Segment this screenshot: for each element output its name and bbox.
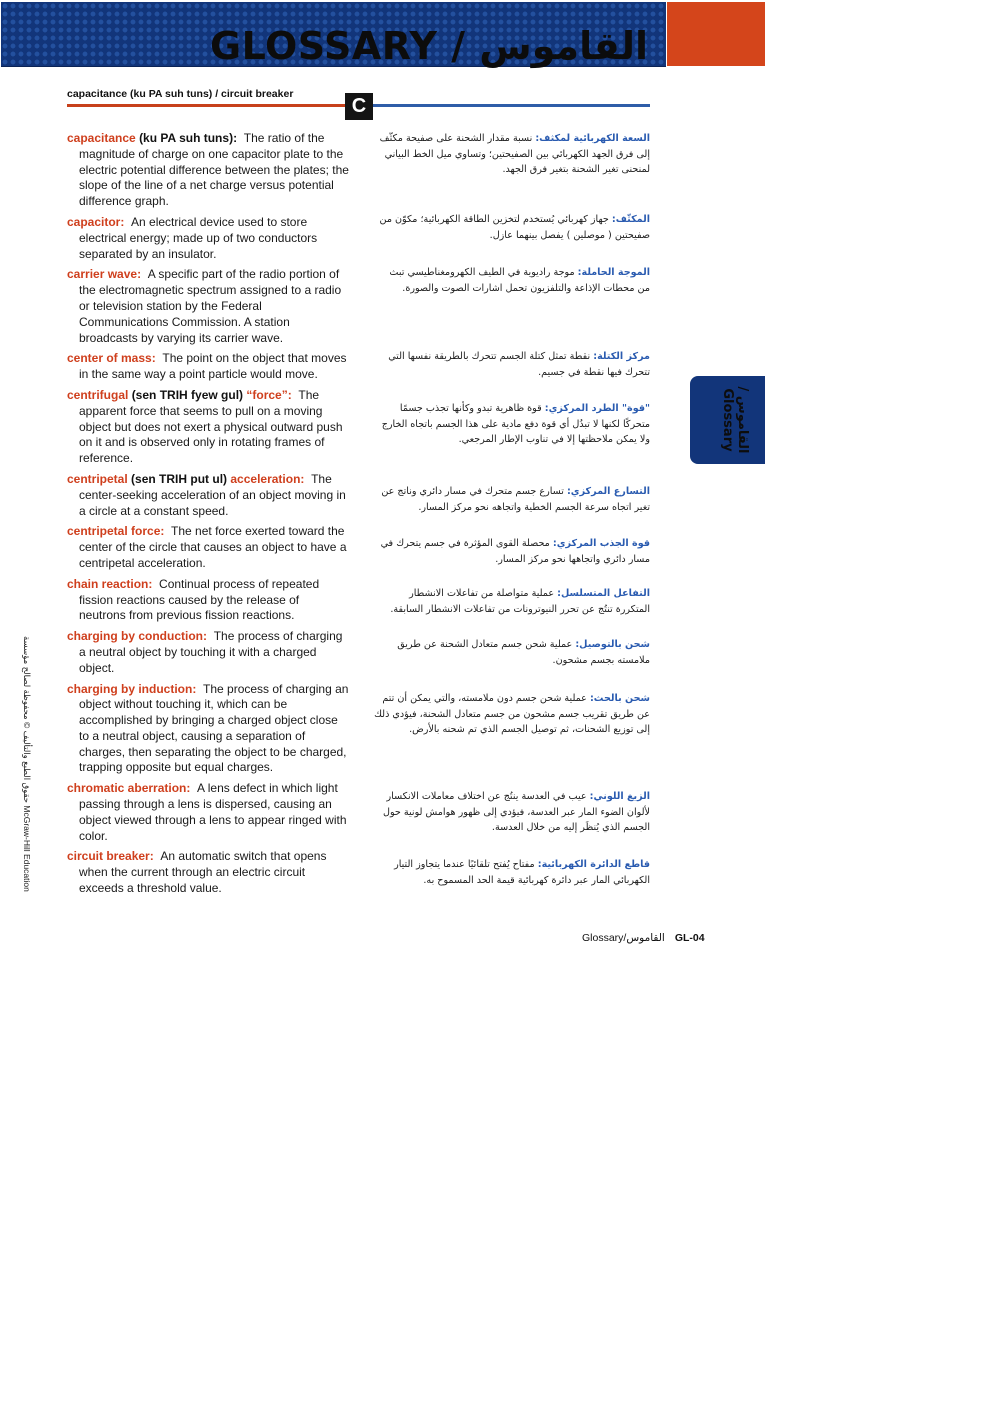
glossary-entry-circuit-breaker xyxy=(67,849,349,896)
entry-term: charging by induction xyxy=(67,681,193,696)
side-tab-label xyxy=(692,382,750,458)
entry-colon: : xyxy=(287,387,292,402)
entry-definition: The process of charging a neutral object by touching it with a charged object. xyxy=(79,629,343,675)
divider-left xyxy=(67,104,345,107)
divider-right xyxy=(373,104,650,107)
arabic-definition: عملية شحن جسم متعادل الشحنة عن طريق ملامسته بجسم مشحون. xyxy=(397,639,650,666)
arabic-definition: نسبة مقدار الشحنة على صفيحة مكثّف إلى فرق الجهد الكهربائي بين الصفيحتين؛ وتساوي ميل الخط البياني لمنحنى تغير الشحنة بتغير فرق الجهد. xyxy=(379,133,650,176)
entry-definition: The center-seeking acceleration of an object moving in a circle at a constant speed. xyxy=(79,471,346,518)
glossary-entry-charging-by-induction xyxy=(67,682,349,777)
glossary-entry-chain-reaction xyxy=(67,577,349,624)
arabic-definition: تسارع جسم متحرك في مسار دائري وناتج عن تغير اتجاه سرعة الجسم الخطية واتجاهه نحو مركز المسار. xyxy=(381,486,650,513)
entry-definition: The net force exerted toward the center of the circle that causes an object to have a centripetal acceleration. xyxy=(79,524,347,570)
arabic-term: الموجة الحاملة: xyxy=(577,267,650,278)
arabic-definition: عملية شحن جسم دون ملامسته، والتي يمكن أن تتم عن طريق تقريب جسم مشحون من جسم متعادل الشحنة، فيؤدي ذلك إلى توزيع الشحنات، ثم توصيل الجسم الذي تم شحنه بالأرض. xyxy=(374,693,650,736)
arabic-entry-centripetal-acceleration xyxy=(374,484,650,515)
arabic-definition: عيب في العدسة ينتُج عن اختلاف معاملات الانكسار لألوان الضوء المار عبر العدسة، فيؤدي إلى ظهور هوامش لونية حول الجسم الذي يُنظَر إليه من خلال العدسة. xyxy=(382,791,650,834)
entry-definition: The process of charging an object without touching it, which can be accomplished by bringing a charged object close to a neutral object, causing a separation of charges, then separating the object to be charged, trapping opposite but equal charges. xyxy=(79,681,349,775)
entry-definition: An automatic switch that opens when the current through an electric circuit exceeds a threshold value. xyxy=(79,849,327,896)
arabic-entry-chromatic-aberration xyxy=(374,789,650,836)
arabic-entry-carrier-wave xyxy=(374,265,650,296)
glossary-entry-capacitor xyxy=(67,215,349,262)
entry-term: charging by conduction xyxy=(67,629,204,644)
arabic-entry-chain-reaction xyxy=(374,586,650,617)
entry-colon: : xyxy=(192,681,197,696)
entry-term: centripetal xyxy=(67,471,128,486)
arabic-definition: قوة ظاهرية تبدو وكأنها تجذب جسمًا متحركًا لكنها لا تبذُل أي قوة دفع مادية على هذا الجسم باتجاه الخارج ولا يمكن ملاحظتها إلا في تناوب الإطار المرجعي. xyxy=(381,403,650,446)
glossary-side-tab xyxy=(690,376,765,464)
entry-definition: Continual process of repeated fission reactions caused by the release of neutrons from previous fission reactions. xyxy=(79,576,320,623)
entry-pronunciation: (sen TRIH fyew gul) xyxy=(131,387,244,402)
arabic-term: شحن بالتوصيل: xyxy=(575,639,650,650)
arabic-entry-charging-by-conduction xyxy=(374,637,650,668)
arabic-definition: نقطة تمثل كتلة الجسم تتحرك بالطريقة نفسها التي تتحرك فيها نقطة في جسيم. xyxy=(388,351,650,378)
entry-colon: : xyxy=(300,471,305,486)
arabic-term: قاطع الدائرة الكهربائية: xyxy=(537,859,650,870)
page-number: GL-04 xyxy=(674,932,705,944)
entry-definition: An electrical device used to store electrical energy; made up of two conductors separated by an insulator. xyxy=(79,214,318,261)
header-banner xyxy=(1,2,666,67)
arabic-definition: عملية متواصلة من تفاعلات الانشطار المتكررة تنتُج عن تحرر النيوترونات من تفاعلات الانشطار السابقة. xyxy=(390,588,650,615)
footer-label: Glossary/القاموس xyxy=(582,932,665,944)
running-head: capacitance (ku PA suh tuns) / circuit breaker xyxy=(67,88,294,100)
glossary-entry-carrier-wave xyxy=(67,267,349,346)
glossary-entry-centripetal-acceleration xyxy=(67,472,349,519)
arabic-entry-circuit-breaker xyxy=(374,857,650,888)
entry-colon: : xyxy=(186,781,191,796)
entry-term: carrier wave xyxy=(67,267,138,282)
glossary-entry-center-of-mass xyxy=(67,351,349,383)
glossary-entry-chromatic-aberration xyxy=(67,781,349,844)
entry-pronunciation: (ku PA suh tuns) xyxy=(139,131,234,145)
page-footer xyxy=(582,932,705,944)
entry-colon: : xyxy=(148,576,153,591)
arabic-term: مركز الكتلة: xyxy=(593,351,650,362)
entry-definition: The ratio of the magnitude of charge on one capacitor plate to the electric potential difference between the plates; the slope of the line of a net charge versus potential difference graph. xyxy=(79,131,349,209)
arabic-entry-capacitor xyxy=(374,212,650,243)
entry-term-suffix: acceleration xyxy=(230,471,301,486)
entry-colon: : xyxy=(149,849,154,864)
side-tab-line-english: Glossary xyxy=(720,388,735,452)
entry-definition: The apparent force that seems to pull on a moving object but does not exert a physical outward push on it and is observed only in rotating frames of reference. xyxy=(79,387,343,466)
arabic-entry-centripetal-force xyxy=(374,536,650,567)
entry-term: centripetal force xyxy=(67,524,161,539)
entry-colon: : xyxy=(120,214,125,229)
entry-definition: The point on the object that moves in the same way a point particle would move. xyxy=(79,351,347,382)
entry-term: circuit breaker xyxy=(67,849,150,864)
arabic-term: السعة الكهربائية لمكثف: xyxy=(535,133,650,144)
entry-definition: A lens defect in which light passing through a lens is dispersed, causing an object viewed through a lens to appear ringed with color. xyxy=(79,781,347,843)
arabic-term: التسارع المركزي: xyxy=(566,486,650,497)
glossary-entry-capacitance xyxy=(67,131,349,210)
entry-colon: : xyxy=(203,629,208,644)
entry-colon: : xyxy=(233,131,238,145)
arabic-definition: جهاز كهربائي يُستخدم لتخزين الطاقة الكهربائية؛ مكوّن من صفيحتين ( موصلين ) يفصل بينهما عازل. xyxy=(379,214,650,241)
entry-term: center of mass xyxy=(67,351,152,366)
glossary-entry-centrifugal-force xyxy=(67,388,349,467)
header-accent-block xyxy=(667,2,765,66)
entry-pronunciation: (sen TRIH put ul) xyxy=(131,471,228,486)
arabic-term: الزيغ اللوني: xyxy=(589,791,650,802)
arabic-term: التفاعل المتسلسل: xyxy=(557,588,650,599)
arabic-entry-charging-by-induction xyxy=(374,691,650,738)
entry-term-suffix: “force” xyxy=(246,387,288,402)
page-title: GLOSSARY / القاموس xyxy=(209,24,648,68)
entry-colon: : xyxy=(137,267,142,282)
section-letter: C xyxy=(345,93,373,120)
arabic-entry-centrifugal-force xyxy=(374,401,650,448)
arabic-definition: موجة راديوية في الطيف الكهرومغناطيسي تبث من محطات الإذاعة والتلفزيون تحمل اشارات الصوت والصورة. xyxy=(389,267,650,294)
entry-term: capacitance xyxy=(67,131,136,145)
entry-term: capacitor xyxy=(67,214,121,229)
arabic-term: "قوة" الطرد المركزي: xyxy=(544,403,650,414)
entry-colon: : xyxy=(160,524,165,539)
glossary-entry-charging-by-conduction xyxy=(67,629,349,676)
glossary-entry-centripetal-force xyxy=(67,524,349,571)
entry-term: chain reaction xyxy=(67,576,149,591)
arabic-definition: محصلة القوى المؤثرة في جسم يتحرك في مسار دائري واتجاهها نحو مركز المسار. xyxy=(380,538,650,565)
entry-term: centrifugal xyxy=(67,387,129,402)
entry-definition: A specific part of the radio portion of the electromagnetic spectrum assigned to a radio or television station by the Federal Communications Commission. A station broadcasts by varying its carrier wave. xyxy=(79,267,342,345)
copyright-notice: حقوق الطبع والتأليف © محفوظة لصالح مؤسسة McGraw-Hill Education xyxy=(22,636,32,892)
arabic-term: المكثّف: xyxy=(611,214,650,225)
arabic-entry-capacitance xyxy=(374,131,650,178)
side-tab-line-arabic: / القاموس xyxy=(735,386,750,454)
entry-colon: : xyxy=(151,351,156,366)
english-column xyxy=(67,131,349,897)
entry-term: chromatic aberration xyxy=(67,781,187,796)
arabic-term: شحن بالحث: xyxy=(589,693,650,704)
arabic-term: قوة الجذب المركزي: xyxy=(552,538,650,549)
arabic-definition: مفتاح يُفتح تلقائيًا عندما يتجاوز التيار الكهربائي المار عبر دائرة كهربائية قيمة الحد المسموح به. xyxy=(394,859,650,886)
arabic-entry-center-of-mass xyxy=(374,349,650,380)
